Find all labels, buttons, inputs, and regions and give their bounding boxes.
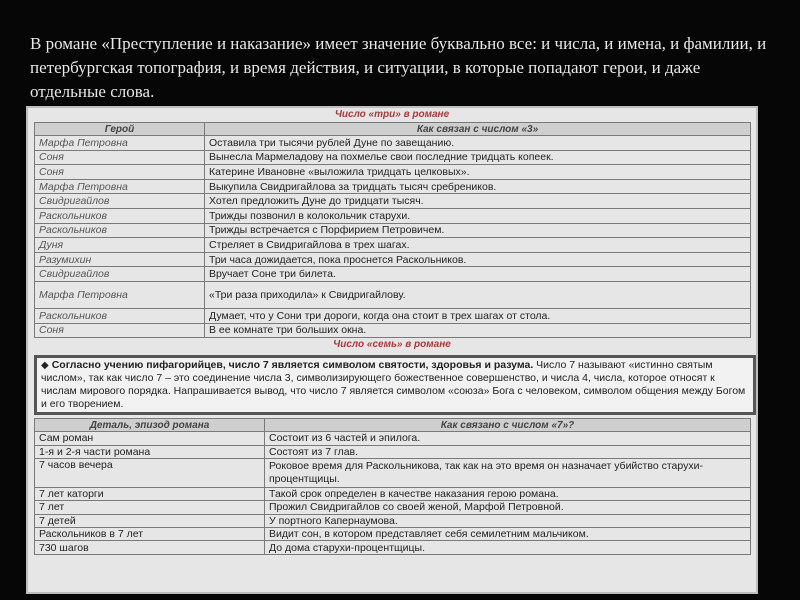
- detail-cell: Раскольников в 7 лет: [35, 528, 265, 541]
- table-row: [35, 194, 751, 209]
- hero-cell: Раскольников: [35, 208, 205, 223]
- hero-cell: Марфа Петровна: [35, 281, 205, 308]
- detail-cell: 1-я и 2-я части романа: [35, 445, 265, 458]
- relation-cell: Катерине Ивановне «выложила тридцать целковых».: [205, 165, 751, 180]
- hero-cell: Марфа Петровна: [35, 179, 205, 194]
- table-row: [35, 308, 751, 323]
- hero-cell: Раскольников: [35, 223, 205, 238]
- hero-cell: Соня: [35, 165, 205, 180]
- relation-cell: Трижды встречается с Порфирием Петровичем.: [205, 223, 751, 238]
- hero-cell: Свидригайлов: [35, 267, 205, 282]
- table-row: [35, 267, 751, 282]
- hero-cell: Соня: [35, 323, 205, 338]
- table-header-row: [35, 419, 751, 432]
- note-text: Число 7 называют «истинно святым числом», так как число 7 – это соединение числа 3, символизирующего божественное совершенство, и числа 4, числа, которое относят к числам мирового порядка. Напрашивается вывод, что число 7 является символом «союза» Бога с человеком, символом общения между Богом и его творением.: [41, 359, 746, 411]
- table-row: [35, 487, 751, 500]
- relation-cell: Видит сон, в котором представляет себя семилетним мальчиком.: [265, 528, 751, 541]
- detail-cell: 7 детей: [35, 514, 265, 527]
- table-three: [34, 122, 751, 338]
- relation-cell: В ее комнате три больших окна.: [205, 323, 751, 338]
- hero-cell: Свидригайлов: [35, 194, 205, 209]
- table-row: [35, 458, 751, 487]
- table-row: [35, 150, 751, 165]
- detail-cell: 7 часов вечера: [35, 458, 265, 487]
- note-bold-text: Согласно учению пифагорийцев, число 7 является символом святости, здоровья и разума.: [51, 359, 534, 372]
- relation-cell: Три часа дожидается, пока проснется Раскольников.: [205, 252, 751, 267]
- pythagorean-note: [34, 355, 756, 415]
- hero-cell: Разумихин: [35, 252, 205, 267]
- column-header-seven-relation: Как связано с числом «7»?: [265, 419, 751, 432]
- detail-cell: 7 лет каторги: [35, 487, 265, 500]
- hero-cell: Марфа Петровна: [35, 136, 205, 151]
- table-row: [35, 281, 751, 308]
- relation-cell: Трижды позвонил в колокольчик старухи.: [205, 208, 751, 223]
- table-row: [35, 208, 751, 223]
- table-row: [35, 541, 751, 554]
- table-row: [35, 238, 751, 253]
- relation-cell: Думает, что у Сони три дороги, когда она стоит в трех шагах от стола.: [205, 308, 751, 323]
- table-seven: [34, 418, 751, 555]
- table-three-title: Число «три» в романе: [334, 109, 450, 120]
- relation-cell: У портного Капернаумова.: [265, 514, 751, 527]
- column-header-relation: Как связан с числом «3»: [205, 123, 751, 136]
- hero-cell: Соня: [35, 150, 205, 165]
- relation-cell: Вынесла Мармеладову на похмелье свои последние тридцать копеек.: [205, 150, 751, 165]
- relation-cell: Прожил Свидригайлов со своей женой, Марфой Петровной.: [265, 501, 751, 514]
- hero-cell: Дуня: [35, 238, 205, 253]
- table-row: [35, 165, 751, 180]
- relation-cell: До дома старухи-процентщицы.: [265, 541, 751, 554]
- table-row: [35, 445, 751, 458]
- column-header-hero: Герой: [35, 123, 205, 136]
- table-row: [35, 179, 751, 194]
- detail-cell: 7 лет: [35, 501, 265, 514]
- table-row: [35, 223, 751, 238]
- detail-cell: Сам роман: [35, 432, 265, 445]
- relation-cell: Состоит из 6 частей и эпилога.: [265, 432, 751, 445]
- relation-cell: «Три раза приходила» к Свидригайлову.: [205, 281, 751, 308]
- table-row: [35, 432, 751, 445]
- table-row: [35, 501, 751, 514]
- table-row: [35, 323, 751, 338]
- relation-cell: Хотел предложить Дуне до тридцати тысяч.: [205, 194, 751, 209]
- table-seven-title: Число «семь» в романе: [333, 339, 451, 351]
- detail-cell: 730 шагов: [35, 541, 265, 554]
- relation-cell: Вручает Соне три билета.: [205, 267, 751, 282]
- table-row: [35, 252, 751, 267]
- column-header-detail: Деталь, эпизод романа: [35, 419, 265, 432]
- diamond-bullet-icon: ◆: [41, 360, 49, 372]
- relation-cell: Такой срок определен в качестве наказания герою романа.: [265, 487, 751, 500]
- relation-cell: Роковое время для Раскольникова, так как на это время он назначает убийство старухи-процентщицы.: [265, 458, 751, 487]
- relation-cell: Состоят из 7 глав.: [265, 445, 751, 458]
- table-row: [35, 514, 751, 527]
- table-row: [35, 528, 751, 541]
- relation-cell: Выкупила Свидригайлова за тридцать тысяч сребреников.: [205, 179, 751, 194]
- relation-cell: Оставила три тысячи рублей Дуне по завещанию.: [205, 136, 751, 151]
- relation-cell: Стреляет в Свидригайлова в трех шагах.: [205, 238, 751, 253]
- document-sheet: [26, 106, 758, 594]
- table-row: [35, 136, 751, 151]
- hero-cell: Раскольников: [35, 308, 205, 323]
- intro-text: В романе «Преступление и наказание» имеет значение буквально все: и числа, и имена, и фамилии, и петербургская топография, и время действия, и ситуации, в которые попадают герои, и даже отдельные слова.: [30, 34, 767, 101]
- table-header-row: [35, 123, 751, 136]
